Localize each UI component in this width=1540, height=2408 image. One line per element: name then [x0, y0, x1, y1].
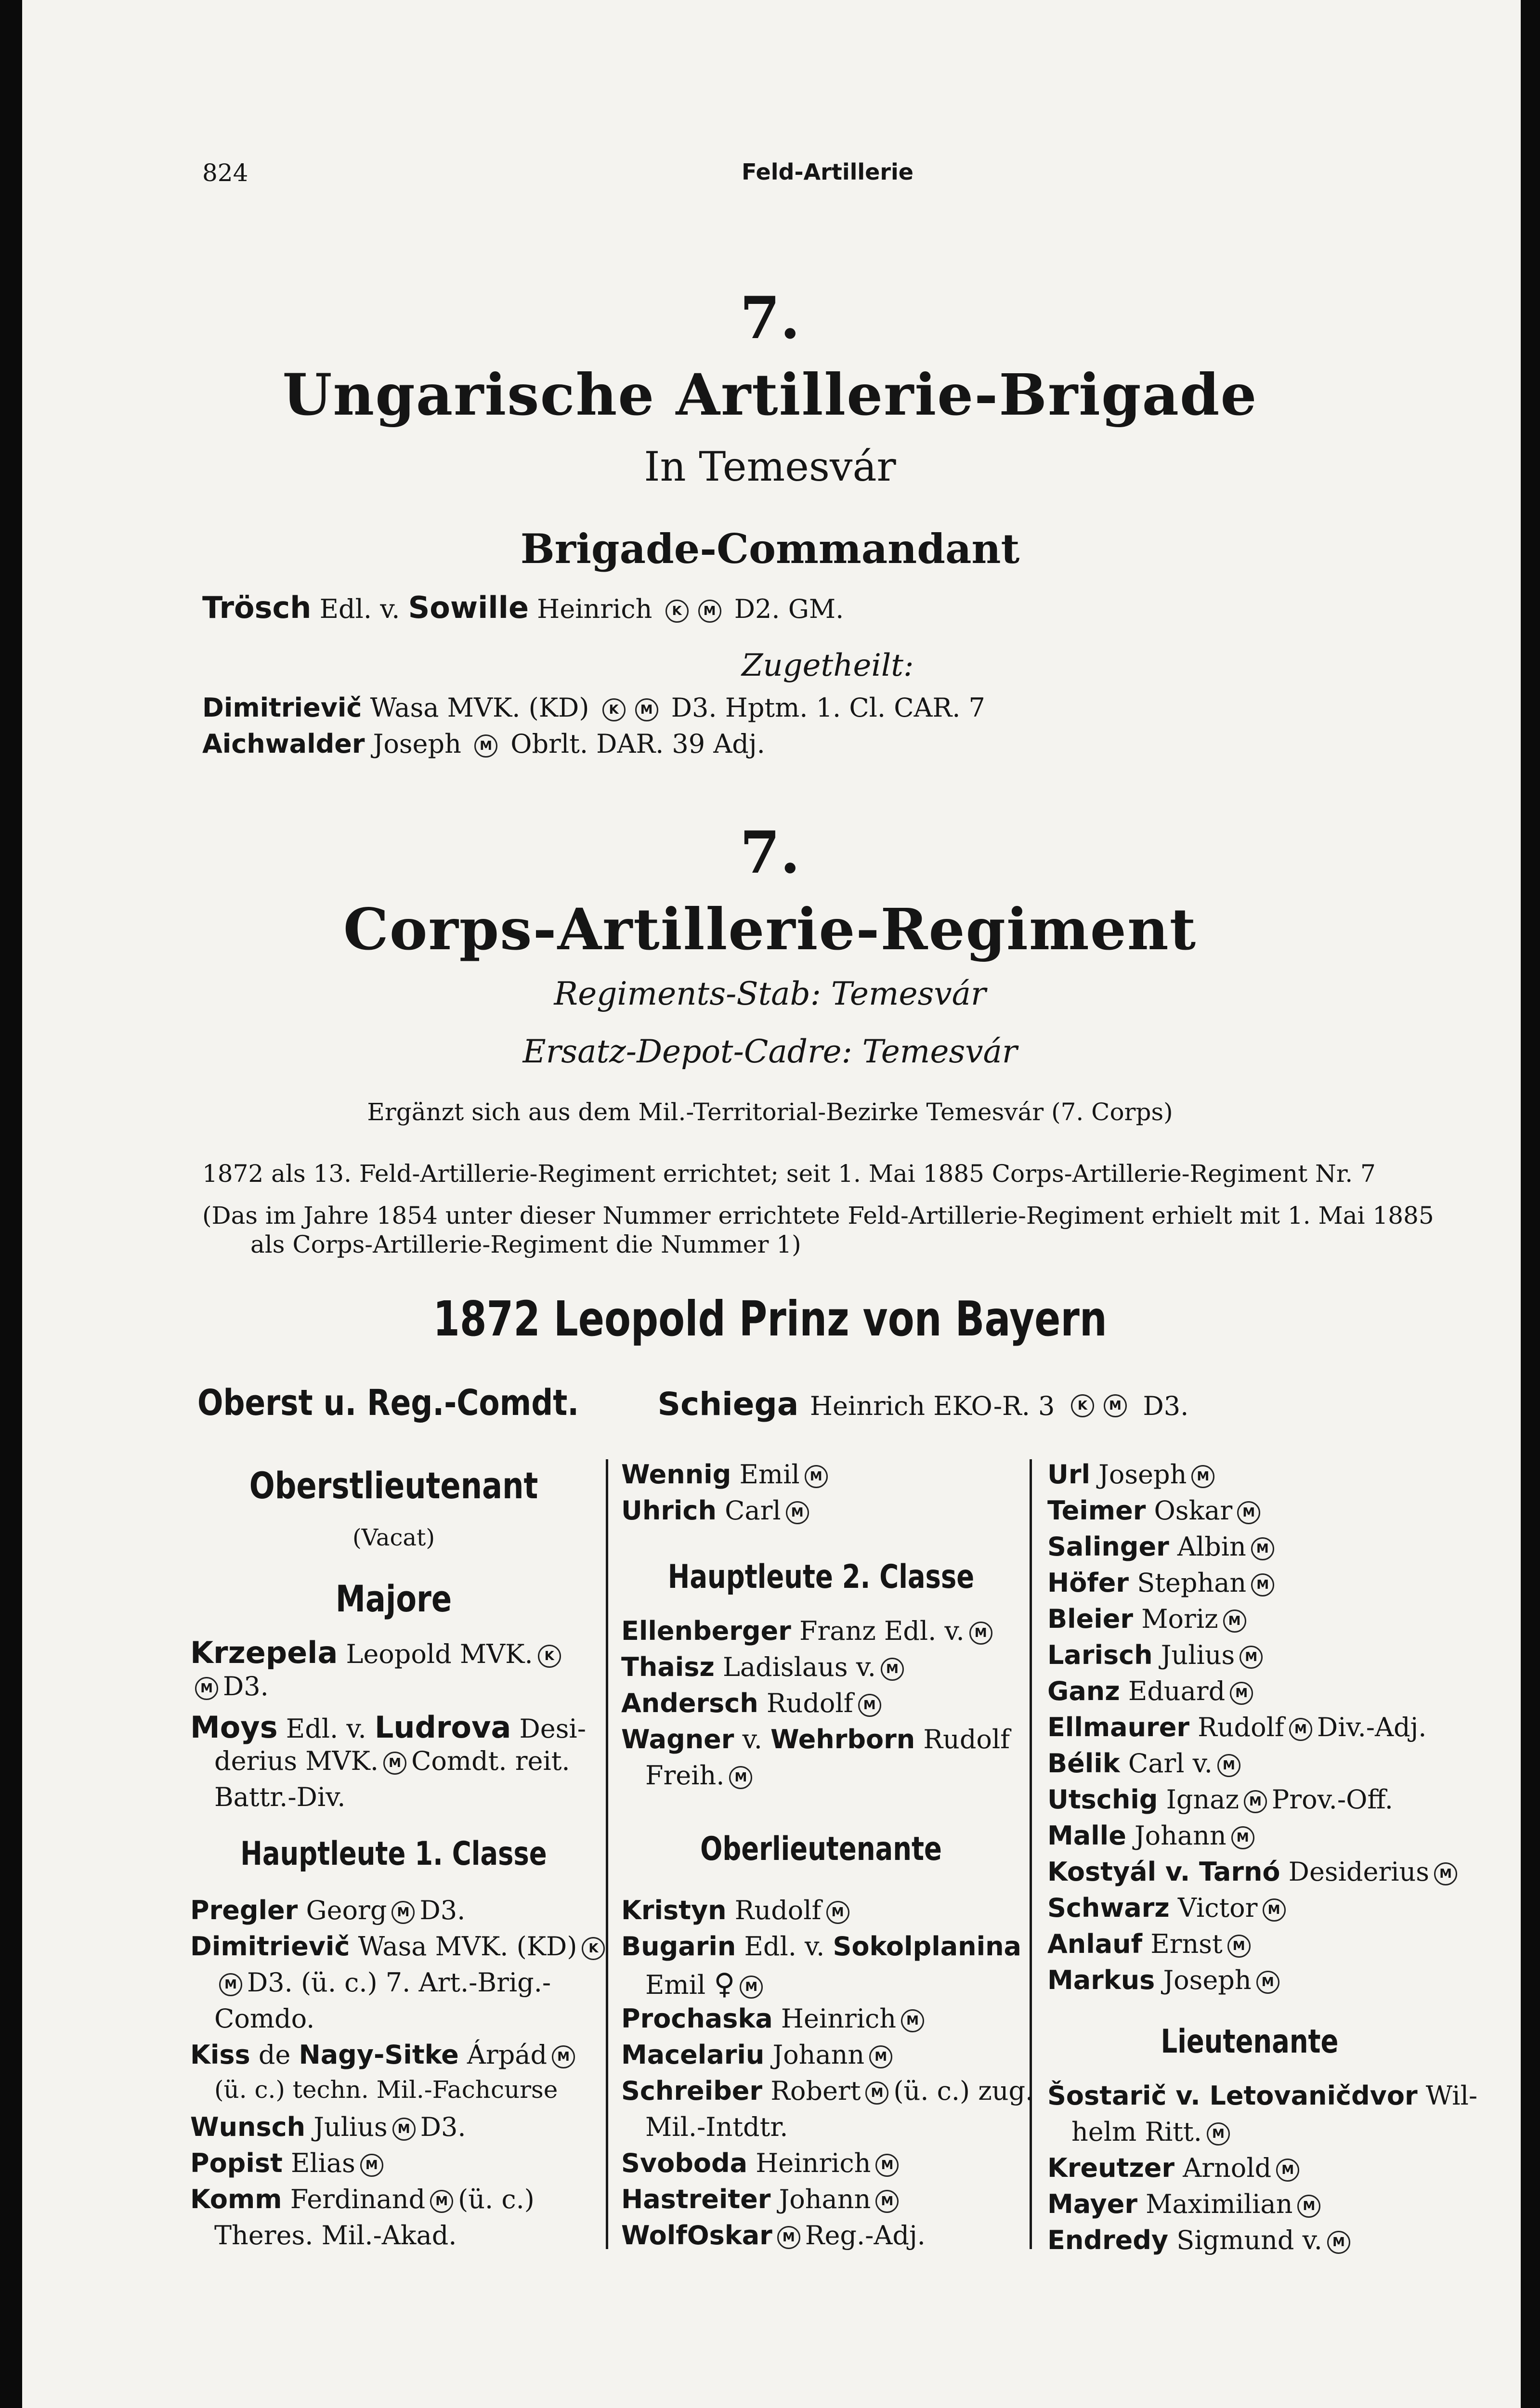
list-item: Kiss de Nagy-Sitke Árpád M	[190, 2040, 580, 2070]
history-line-1: 1872 als 13. Feld-Artillerie-Regiment errichtet; seit 1. Mai 1885 Corps-Artillerie-Regiment Nr. 7	[202, 1160, 1376, 1188]
list-item: Teimer Oskar M	[1047, 1495, 1265, 1526]
list-item: Comdo.	[214, 2003, 315, 2034]
list-item: Thaisz Ladislaus v. M	[621, 1652, 909, 1682]
list-item: helm Ritt. M	[1071, 2117, 1235, 2147]
list-item: Svoboda Heinrich M	[621, 2148, 903, 2178]
list-item: Popist Elias M	[190, 2148, 388, 2178]
list-item: Ganz Eduard M	[1047, 1676, 1258, 1706]
list-item: Andersch Rudolf M	[621, 1688, 886, 1718]
list-item: Moys Edl. v. Ludrova Desi-	[190, 1710, 586, 1745]
history-line-3: als Corps-Artillerie-Regiment die Nummer 1)	[250, 1230, 801, 1258]
list-item: Pregler Georg M D3.	[190, 1895, 466, 1925]
column-rule	[606, 1459, 608, 2249]
list-item: Kreutzer Arnold M	[1047, 2153, 1304, 2183]
commander-heading: Brigade-Commandant	[520, 525, 1020, 573]
vacat: (Vacat)	[352, 1524, 435, 1551]
list-item: Salinger Albin M	[1047, 1531, 1279, 1562]
list-item: Schwarz Victor M	[1047, 1893, 1291, 1923]
heading-oberstlieutenant: Oberstlieutenant	[249, 1464, 538, 1507]
list-item: Battr.-Div.	[214, 1782, 346, 1812]
list-item: M D3.	[190, 1671, 269, 1701]
brigade-location: In Temesvár	[644, 443, 896, 490]
list-item: Höfer Stephan M	[1047, 1568, 1279, 1598]
heading-majore: Majore	[335, 1577, 452, 1620]
list-item: Anlauf Ernst M	[1047, 1929, 1255, 1959]
recruitment-note: Ergänzt sich aus dem Mil.-Territorial-Bezirke Temesvár (7. Corps)	[367, 1098, 1173, 1126]
regiment-number: 7.	[740, 819, 800, 887]
list-item: Wennig Emil M	[621, 1459, 833, 1490]
list-item: Bleier Moriz M	[1047, 1604, 1251, 1634]
heading-lieutenante: Lieutenante	[1161, 2023, 1339, 2061]
regiment-depot: Ersatz-Depot-Cadre: Temesvár	[522, 1033, 1018, 1070]
list-item: Mil.-Intdtr.	[645, 2112, 788, 2142]
regiment-patron: 1872 Leopold Prinz von Bayern	[433, 1291, 1107, 1347]
list-item: Bugarin Edl. v. Sokolplanina	[621, 1931, 1021, 1962]
assigned-heading: Zugetheilt:	[742, 648, 914, 683]
list-item: WolfOskar M Reg.-Adj.	[621, 2220, 926, 2251]
colonel-line: Oberst u. Reg.-Comdt. Schiega Heinrich EKO-R. 3 K M D3.	[197, 1382, 1189, 1424]
list-item: Prochaska Heinrich M	[621, 2003, 929, 2034]
page-number: 824	[202, 159, 248, 187]
list-item: Freih. M	[645, 1760, 757, 1791]
list-item: Komm Ferdinand M (ü. c.)	[190, 2184, 535, 2214]
assigned-row: Aichwalder Joseph M Obrlt. DAR. 39 Adj.	[202, 729, 765, 759]
assigned-row: Dimitrievič Wasa MVK. (KD) K M D3. Hptm. 1. Cl. CAR. 7	[202, 693, 985, 723]
heading-oberlieutenante: Oberlieutenante	[700, 1830, 942, 1868]
heading-hauptleute-1: Hauptleute 1. Classe	[240, 1835, 547, 1873]
list-item: derius MVK. M Comdt. reit.	[214, 1746, 570, 1776]
list-item: Larisch Julius M	[1047, 1640, 1267, 1670]
list-item: Malle Johann M	[1047, 1820, 1259, 1851]
list-item: (ü. c.) techn. Mil.-Fachcurse	[214, 2076, 558, 2104]
list-item: Schreiber Robert M (ü. c.) zug.	[621, 2076, 1034, 2106]
list-item: Theres. Mil.-Akad.	[214, 2220, 457, 2251]
list-item: Šostarič v. Letovaničdvor Wil-	[1047, 2081, 1478, 2111]
column-rule	[1030, 1459, 1032, 2249]
brigade-number: 7.	[740, 284, 800, 352]
list-item: Krzepela Leopold MVK. K	[190, 1635, 566, 1670]
list-item: Mayer Maximilian M	[1047, 2189, 1325, 2219]
list-item: Emil ♀ M	[645, 1967, 768, 2001]
list-item: Kostyál v. Tarnó Desiderius M	[1047, 1857, 1462, 1887]
brigade-title: Ungarische Artillerie-Brigade	[282, 361, 1258, 428]
list-item: Utschig Ignaz M Prov.-Off.	[1047, 1784, 1393, 1815]
list-item: Ellmaurer Rudolf M Div.-Adj.	[1047, 1712, 1427, 1742]
list-item: M D3. (ü. c.) 7. Art.-Brig.-	[214, 1967, 551, 1998]
history-line-2: (Das im Jahre 1854 unter dieser Nummer errichtete Feld-Artillerie-Regiment erhielt mit 1. Mai 1885	[202, 1202, 1434, 1230]
commander-line: Trösch Edl. v. Sowille Heinrich K M D2. GM.	[202, 590, 844, 625]
list-item: Ellenberger Franz Edl. v. M	[621, 1616, 997, 1646]
list-item: Wagner v. Wehrborn Rudolf	[621, 1724, 1010, 1754]
list-item: Url Joseph M	[1047, 1459, 1219, 1490]
heading-hauptleute-2: Hauptleute 2. Classe	[667, 1558, 975, 1596]
list-item: Bélik Carl v. M	[1047, 1748, 1245, 1779]
list-item: Markus Joseph M	[1047, 1965, 1284, 1995]
list-item: Macelariu Johann M	[621, 2040, 897, 2070]
list-item: Wunsch Julius M D3.	[190, 2112, 466, 2142]
list-item: Uhrich Carl M	[621, 1495, 814, 1526]
regiment-staff: Regiments-Stab: Temesvár	[554, 975, 986, 1012]
list-item: Endredy Sigmund v. M	[1047, 2225, 1355, 2255]
list-item: Kristyn Rudolf M	[621, 1895, 854, 1925]
list-item: Hastreiter Johann M	[621, 2184, 903, 2214]
regiment-title: Corps-Artillerie-Regiment	[343, 896, 1197, 963]
running-title: Feld-Artillerie	[742, 159, 914, 185]
list-item: Dimitrievič Wasa MVK. (KD) K	[190, 1931, 610, 1962]
